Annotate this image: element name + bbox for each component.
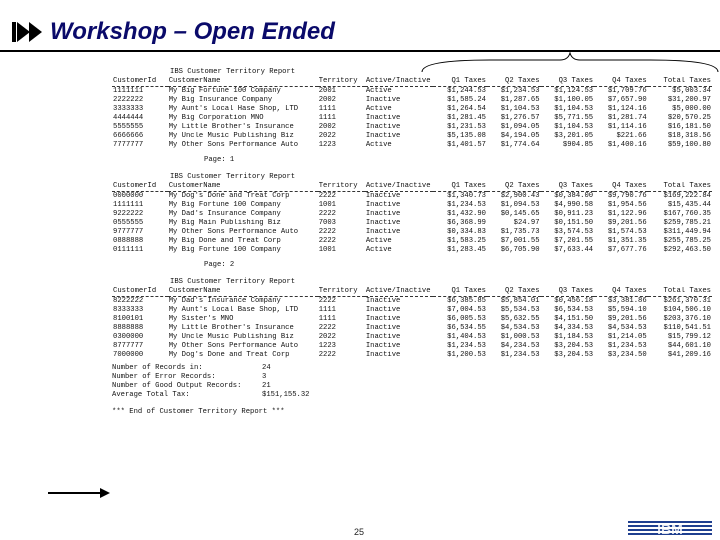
- column-header: Q2 Taxes: [487, 287, 541, 297]
- column-header: Territory: [318, 287, 365, 297]
- title-bar: [10, 14, 335, 50]
- table-cell: 1111111: [113, 87, 144, 95]
- table-cell: 7777777: [113, 141, 144, 149]
- summary-line: [112, 364, 717, 373]
- table-cell: $292,463.50: [663, 246, 711, 254]
- table-cell: Inactive: [365, 96, 401, 104]
- table-row: [112, 132, 712, 141]
- summary-line: [112, 391, 717, 400]
- table-cell: $1,122.96: [607, 210, 647, 218]
- table-cell: My Little Brother's Insurance: [168, 324, 294, 332]
- table-cell: $59,100.80: [667, 141, 711, 149]
- table-cell: $261,370.31: [663, 297, 711, 305]
- table-cell: $1,124.16: [607, 105, 647, 113]
- report-table: [112, 77, 712, 150]
- table-cell: $1,094.05: [500, 123, 540, 131]
- table-cell: $255,785.25: [663, 237, 711, 245]
- table-cell: $41,209.16: [667, 351, 711, 359]
- table-cell: $7,001.55: [500, 237, 540, 245]
- table-cell: $5,632.55: [500, 315, 540, 323]
- table-cell: $1,231.53: [447, 123, 486, 131]
- column-header: CustomerName: [168, 77, 318, 87]
- svg-text:IBM: IBM: [657, 521, 683, 537]
- table-cell: $5,534.53: [500, 306, 540, 314]
- table-cell: 1001: [318, 201, 336, 209]
- table-cell: $4,990.58: [554, 201, 594, 209]
- table-cell: My Aunt's Local Hase Shop, LTD: [168, 105, 299, 113]
- table-cell: $20,570.25: [667, 114, 711, 122]
- table-cell: $7,657.90: [607, 96, 647, 104]
- table-row: [112, 342, 712, 351]
- table-cell: 1111: [318, 105, 336, 113]
- table-cell: $6,385.85: [447, 297, 486, 305]
- table-cell: $1,094.53: [500, 201, 540, 209]
- report-title: IBS Customer Territory Report: [170, 68, 296, 76]
- table-cell: $5,594.10: [607, 306, 647, 314]
- table-cell: $1,234.53: [447, 201, 486, 209]
- table-cell: 2222: [318, 237, 336, 245]
- report-header-row: [112, 77, 712, 87]
- table-cell: Inactive: [365, 219, 401, 227]
- table-row: [112, 333, 712, 342]
- page-indicator: Page: 1: [204, 156, 235, 164]
- table-cell: $1,281.74: [607, 114, 647, 122]
- table-cell: $6,534.53: [554, 306, 594, 314]
- table-cell: 9222222: [113, 210, 144, 218]
- table-row: [112, 324, 712, 333]
- table-cell: Active: [365, 87, 392, 95]
- report-title: IBS Customer Territory Report: [170, 173, 296, 181]
- summary-value: 24: [262, 364, 271, 372]
- table-cell: $7,633.44: [554, 246, 594, 254]
- table-cell: 2222: [318, 324, 336, 332]
- table-cell: $3,204.53: [554, 342, 594, 350]
- table-cell: $1,264.54: [447, 105, 486, 113]
- table-cell: My Big Fortune 100 Company: [168, 246, 281, 254]
- table-cell: Inactive: [365, 342, 401, 350]
- arrow-icon: [48, 488, 110, 498]
- table-cell: $1,585.24: [447, 96, 486, 104]
- table-cell: 2222: [318, 351, 336, 359]
- table-cell: $0,151.50: [554, 219, 594, 227]
- table-row: [112, 192, 712, 202]
- table-cell: $9,201.56: [607, 219, 647, 227]
- table-cell: $0,456.18: [554, 297, 594, 305]
- column-header: Q4 Taxes: [594, 77, 648, 87]
- table-cell: $0,334.83: [447, 228, 486, 236]
- table-cell: My Dog's Done and Treat Corp: [168, 192, 290, 200]
- table-cell: 8222222: [113, 297, 144, 305]
- table-cell: $15,435.44: [667, 201, 711, 209]
- column-header: Q3 Taxes: [541, 182, 595, 192]
- table-cell: $1,100.05: [554, 96, 594, 104]
- column-header: Active/Inactive: [365, 182, 434, 192]
- table-cell: Inactive: [365, 333, 401, 341]
- report-printout: [112, 60, 717, 417]
- table-row: [112, 297, 712, 307]
- summary-line: [112, 373, 717, 382]
- column-header: Q3 Taxes: [541, 77, 595, 87]
- table-cell: My Big Fortune 100 Company: [168, 201, 281, 209]
- table-cell: $1,104.53: [500, 105, 540, 113]
- table-cell: 2002: [318, 96, 336, 104]
- table-cell: 5555555: [113, 123, 144, 131]
- table-cell: $1,276.57: [500, 114, 540, 122]
- skip-forward-icon: [10, 19, 44, 45]
- table-cell: 2222222: [113, 96, 144, 104]
- table-cell: $221.66: [616, 132, 647, 140]
- table-cell: $1,351.35: [607, 237, 647, 245]
- table-cell: Active: [365, 237, 392, 245]
- slide-title: Workshop – Open Ended: [50, 18, 335, 45]
- column-header: Q2 Taxes: [487, 182, 541, 192]
- table-cell: $6,705.90: [500, 246, 540, 254]
- table-cell: $4,234.53: [500, 342, 540, 350]
- table-row: [112, 210, 712, 219]
- table-cell: $4,534.53: [500, 324, 540, 332]
- column-header: CustomerId: [112, 182, 168, 192]
- table-cell: Inactive: [365, 201, 401, 209]
- table-cell: $5,003.34: [672, 87, 711, 95]
- table-cell: My Uncle Music Publishing Biz: [168, 132, 294, 140]
- table-cell: $1,709.76: [607, 87, 647, 95]
- column-header: Q1 Taxes: [433, 77, 487, 87]
- column-header: Total Taxes: [648, 182, 712, 192]
- table-cell: Active: [365, 105, 392, 113]
- table-cell: $0,384.00: [554, 192, 594, 200]
- table-cell: 2002: [318, 123, 336, 131]
- table-cell: My Dog's Done and Treat Corp: [168, 351, 290, 359]
- table-cell: 1111: [318, 114, 336, 122]
- table-cell: My Big Fortune 100 Company: [168, 87, 281, 95]
- table-cell: 2001: [318, 87, 336, 95]
- table-cell: $15,799.12: [667, 333, 711, 341]
- table-cell: My Other Sons Performance Auto: [168, 342, 299, 350]
- column-header: Territory: [318, 77, 365, 87]
- table-cell: My Sister's MNO: [168, 315, 234, 323]
- table-cell: Inactive: [365, 351, 401, 359]
- table-cell: $1,340.73: [447, 192, 486, 200]
- summary-label: Number of Good Output Records:: [112, 382, 242, 390]
- column-header: Active/Inactive: [365, 287, 434, 297]
- table-row: [112, 219, 712, 228]
- summary-value: $151,155.32: [262, 391, 310, 399]
- table-cell: 1111111: [113, 201, 144, 209]
- table-cell: 2222: [318, 228, 336, 236]
- table-cell: 8777777: [113, 342, 144, 350]
- table-cell: My Big Insurance Company: [168, 96, 273, 104]
- table-cell: 0111111: [113, 246, 144, 254]
- report-table: [112, 182, 712, 255]
- table-cell: $1,281.45: [447, 114, 486, 122]
- table-cell: $1,401.57: [447, 141, 486, 149]
- column-header: Territory: [318, 182, 365, 192]
- table-cell: $31,200.97: [667, 96, 711, 104]
- summary-label: Number of Error Records:: [112, 373, 216, 381]
- column-header: Q3 Taxes: [541, 287, 595, 297]
- table-cell: My Other Sons Performance Auto: [168, 228, 299, 236]
- table-cell: $104,506.10: [663, 306, 711, 314]
- table-cell: $1,283.45: [447, 246, 486, 254]
- table-cell: Inactive: [365, 123, 401, 131]
- table-cell: 2022: [318, 132, 336, 140]
- table-cell: 7003: [318, 219, 336, 227]
- table-row: [112, 351, 712, 360]
- table-cell: $1,000.53: [500, 333, 540, 341]
- table-cell: $1,244.53: [447, 87, 486, 95]
- table-cell: 8333333: [113, 306, 144, 314]
- column-header: Q4 Taxes: [594, 182, 648, 192]
- table-cell: $1,954.56: [607, 201, 647, 209]
- table-cell: $6,534.55: [447, 324, 486, 332]
- table-row: [112, 237, 712, 246]
- table-cell: 2222: [318, 210, 336, 218]
- table-row: [112, 246, 712, 255]
- table-cell: Active: [365, 141, 392, 149]
- table-cell: 1111: [318, 315, 336, 323]
- table-cell: $1,583.25: [447, 237, 486, 245]
- table-cell: $1,124.53: [554, 87, 594, 95]
- table-row: [112, 201, 712, 210]
- table-cell: $1,287.65: [500, 96, 540, 104]
- table-cell: My Big Corporation MNO: [168, 114, 264, 122]
- table-cell: $1,774.64: [500, 141, 540, 149]
- table-cell: $1,200.53: [447, 351, 486, 359]
- table-cell: 1223: [318, 342, 336, 350]
- table-cell: $1,574.53: [607, 228, 647, 236]
- table-cell: $3,381.86: [607, 297, 647, 305]
- table-cell: 0555555: [113, 219, 144, 227]
- table-cell: My Aunt's Local Base Shop, LTD: [168, 306, 299, 314]
- column-header: CustomerName: [168, 182, 318, 192]
- table-cell: My Uncle Music Publishing Biz: [168, 333, 294, 341]
- table-cell: 2222: [318, 192, 336, 200]
- table-cell: $24.97: [513, 219, 540, 227]
- column-header: Q2 Taxes: [487, 77, 541, 87]
- table-cell: 3333333: [113, 105, 144, 113]
- table-cell: Inactive: [365, 315, 401, 323]
- page-indicator: Page: 2: [204, 261, 235, 269]
- report-header-row: [112, 287, 712, 297]
- table-cell: $1,735.73: [500, 228, 540, 236]
- table-cell: Inactive: [365, 192, 401, 200]
- page-number: 25: [354, 527, 365, 537]
- table-cell: 0888888: [113, 237, 144, 245]
- column-header: Active/Inactive: [365, 77, 434, 87]
- column-header: Total Taxes: [648, 77, 712, 87]
- table-cell: $5,854.01: [500, 297, 540, 305]
- table-cell: $1,234.53: [500, 351, 540, 359]
- table-cell: 1223: [318, 141, 336, 149]
- table-row: [112, 228, 712, 237]
- table-row: [112, 114, 712, 123]
- table-cell: My Little Brother's Insurance: [168, 123, 294, 131]
- table-row: [112, 141, 712, 150]
- table-cell: $110,541.51: [663, 324, 711, 332]
- column-header: Q4 Taxes: [594, 287, 648, 297]
- table-cell: $904.85: [562, 141, 594, 149]
- table-cell: $7,004.53: [447, 306, 486, 314]
- table-cell: 2022: [318, 333, 336, 341]
- table-cell: $9,201.56: [607, 315, 647, 323]
- table-cell: $5,135.08: [447, 132, 486, 140]
- table-cell: My Other Sons Performance Auto: [168, 141, 299, 149]
- table-row: [112, 315, 712, 324]
- table-cell: $4,194.05: [500, 132, 540, 140]
- table-cell: $3,574.53: [554, 228, 594, 236]
- table-cell: 8100101: [113, 315, 144, 323]
- table-cell: Inactive: [365, 297, 401, 305]
- table-cell: $259,785.21: [663, 219, 711, 227]
- table-cell: Inactive: [365, 210, 401, 218]
- table-cell: $18,318.56: [667, 132, 711, 140]
- table-cell: 6666666: [113, 132, 144, 140]
- table-cell: $0,145.65: [500, 210, 540, 218]
- table-row: [112, 105, 712, 114]
- report-header-row: [112, 182, 712, 192]
- table-cell: $1,234.53: [447, 342, 486, 350]
- table-cell: My Big Main Publishing Biz: [168, 219, 281, 227]
- table-cell: $3,201.05: [554, 132, 594, 140]
- table-cell: 1001: [318, 246, 336, 254]
- table-cell: $1,404.53: [447, 333, 486, 341]
- table-cell: $1,234.53: [500, 87, 540, 95]
- table-cell: $2,900.43: [500, 192, 540, 200]
- table-cell: My Dad's Insurance Company: [168, 297, 281, 305]
- table-cell: $4,534.53: [607, 324, 647, 332]
- column-header: CustomerId: [112, 77, 168, 87]
- table-cell: $311,449.94: [663, 228, 711, 236]
- ibm-logo: [628, 520, 712, 538]
- table-cell: 4444444: [113, 114, 144, 122]
- table-cell: My Dad's Insurance Company: [168, 210, 281, 218]
- table-cell: $1,104.53: [554, 105, 594, 113]
- summary-line: [112, 382, 717, 391]
- table-cell: $167,760.35: [663, 210, 711, 218]
- column-header: CustomerId: [112, 287, 168, 297]
- summary-value: 21: [262, 382, 271, 390]
- table-cell: $1,432.90: [447, 210, 486, 218]
- column-header: Q1 Taxes: [433, 182, 487, 192]
- table-cell: $1,114.16: [607, 123, 647, 131]
- table-cell: 7000000: [113, 351, 144, 359]
- table-cell: $6,005.53: [447, 315, 486, 323]
- column-header: Q1 Taxes: [433, 287, 487, 297]
- report-table: [112, 287, 712, 360]
- table-row: [112, 306, 712, 315]
- table-cell: $3,204.53: [554, 351, 594, 359]
- report-end-line: *** End of Customer Territory Report ***: [112, 408, 285, 416]
- column-header: CustomerName: [168, 287, 318, 297]
- column-header: Total Taxes: [648, 287, 712, 297]
- table-cell: $1,234.53: [607, 342, 647, 350]
- table-cell: 9777777: [113, 228, 144, 236]
- summary-label: Number of Records in:: [112, 364, 203, 372]
- table-cell: My Big Done and Treat Corp: [168, 237, 281, 245]
- summary-label: Average Total Tax:: [112, 391, 190, 399]
- table-cell: 8888888: [113, 324, 144, 332]
- table-row: [112, 96, 712, 105]
- table-row: [112, 87, 712, 97]
- table-cell: $7,201.55: [554, 237, 594, 245]
- table-cell: $44,601.10: [667, 342, 711, 350]
- table-cell: 2222: [318, 297, 336, 305]
- table-cell: 1111: [318, 306, 336, 314]
- table-cell: Active: [365, 246, 392, 254]
- table-cell: $1,400.16: [607, 141, 647, 149]
- table-cell: Inactive: [365, 228, 401, 236]
- table-cell: $203,376.10: [663, 315, 711, 323]
- table-cell: $3,234.50: [607, 351, 647, 359]
- table-cell: $9,790.76: [607, 192, 647, 200]
- table-row: [112, 123, 712, 132]
- table-cell: $6,368.99: [447, 219, 486, 227]
- table-cell: $169,222.84: [663, 192, 711, 200]
- report-title: IBS Customer Territory Report: [170, 278, 296, 286]
- table-cell: $1,214.05: [607, 333, 647, 341]
- table-cell: $7,677.76: [607, 246, 647, 254]
- table-cell: 0300000: [113, 333, 144, 341]
- table-cell: Inactive: [365, 306, 401, 314]
- table-cell: $1,184.53: [554, 333, 594, 341]
- table-cell: 0000000: [113, 192, 144, 200]
- report-summary: [112, 364, 717, 400]
- table-cell: $1,104.53: [554, 123, 594, 131]
- table-cell: $5,000.00: [672, 105, 711, 113]
- table-cell: Inactive: [365, 324, 401, 332]
- table-cell: $4,151.50: [554, 315, 594, 323]
- table-cell: $0,911.23: [554, 210, 594, 218]
- table-cell: $4,334.53: [554, 324, 594, 332]
- table-cell: Inactive: [365, 132, 401, 140]
- table-cell: $5,771.55: [554, 114, 594, 122]
- table-cell: $16,181.50: [667, 123, 711, 131]
- table-cell: Inactive: [365, 114, 401, 122]
- summary-value: 3: [262, 373, 267, 381]
